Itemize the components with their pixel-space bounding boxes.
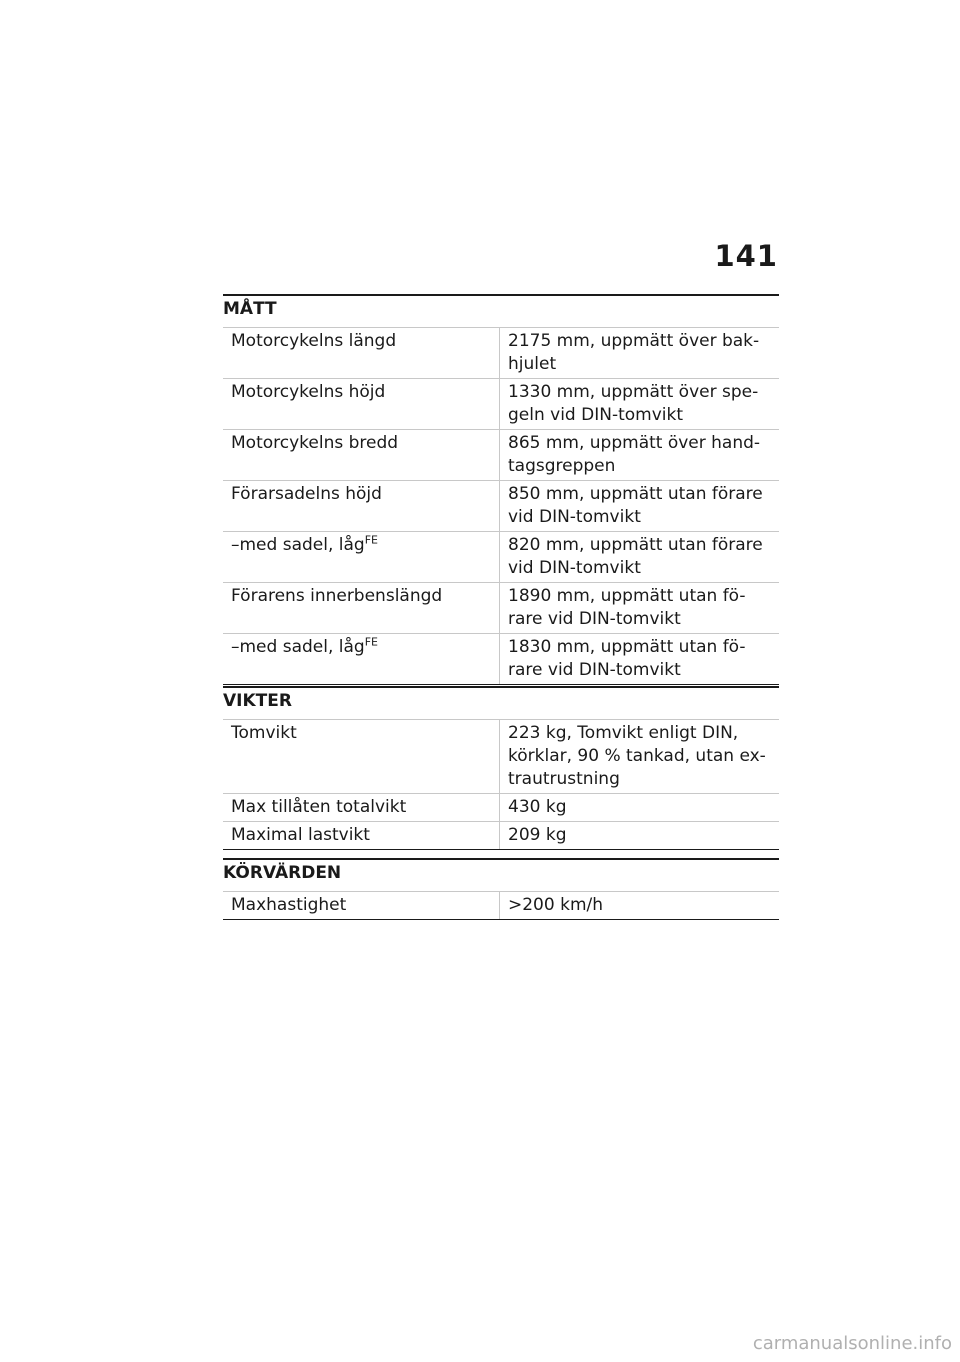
spec-value: 1830 mm, uppmätt utan fö-rare vid DIN-tomvikt (500, 634, 780, 685)
table-row (223, 583, 779, 634)
spec-table-korvarden (223, 891, 779, 920)
spec-label: –med sadel, låg$^{FE}$ (223, 532, 500, 583)
spec-label: Maxhastighet (223, 892, 500, 920)
section-matt (223, 294, 779, 685)
table-row (223, 430, 779, 481)
spec-value: 1890 mm, uppmätt utan fö-rare vid DIN-tomvikt (500, 583, 780, 634)
page-number: 141 (714, 239, 778, 273)
spec-value: 209 kg (500, 822, 780, 850)
table-row (223, 822, 779, 850)
spec-label: Tomvikt (223, 720, 500, 794)
watermark-text: carmanualsonline.info (752, 1333, 952, 1354)
table-row (223, 892, 779, 920)
spec-label: Förarens innerbenslängd (223, 583, 500, 634)
section-title: MÅTT (223, 299, 277, 319)
spec-value: 430 kg (500, 794, 780, 822)
table-row (223, 328, 779, 379)
spec-label: Motorcykelns bredd (223, 430, 500, 481)
table-row (223, 634, 779, 685)
table-row (223, 720, 779, 794)
table-row (223, 379, 779, 430)
spec-value: 850 mm, uppmätt utan förare vid DIN-tomvikt (500, 481, 780, 532)
spec-label: Förarsadelns höjd (223, 481, 500, 532)
table-row (223, 532, 779, 583)
spec-label: Motorcykelns längd (223, 328, 500, 379)
spec-table-matt (223, 327, 779, 685)
spec-value: >200 km/h (500, 892, 780, 920)
spec-table-vikter (223, 719, 779, 850)
spec-label: Max tillåten totalvikt (223, 794, 500, 822)
section-vikter (223, 686, 779, 850)
section-title: VIKTER (223, 691, 292, 711)
footnote-marker: FE (364, 635, 378, 649)
table-row (223, 481, 779, 532)
spec-label: Maximal lastvikt (223, 822, 500, 850)
spec-label: –med sadel, låg$^{FE}$ (223, 634, 500, 685)
spec-value: 865 mm, uppmätt över hand-tagsgreppen (500, 430, 780, 481)
section-title: KÖRVÄRDEN (223, 863, 342, 883)
spec-value: 223 kg, Tomvikt enligt DIN, körklar, 90 % tankad, utan ex-trautrustning (500, 720, 780, 794)
spec-value: 2175 mm, uppmätt över bak-hjulet (500, 328, 780, 379)
section-korvarden (223, 858, 779, 920)
table-row (223, 794, 779, 822)
spec-value: 820 mm, uppmätt utan förare vid DIN-tomvikt (500, 532, 780, 583)
spec-value: 1330 mm, uppmätt över spe-geln vid DIN-tomvikt (500, 379, 780, 430)
footnote-marker: FE (364, 533, 378, 547)
spec-label: Motorcykelns höjd (223, 379, 500, 430)
